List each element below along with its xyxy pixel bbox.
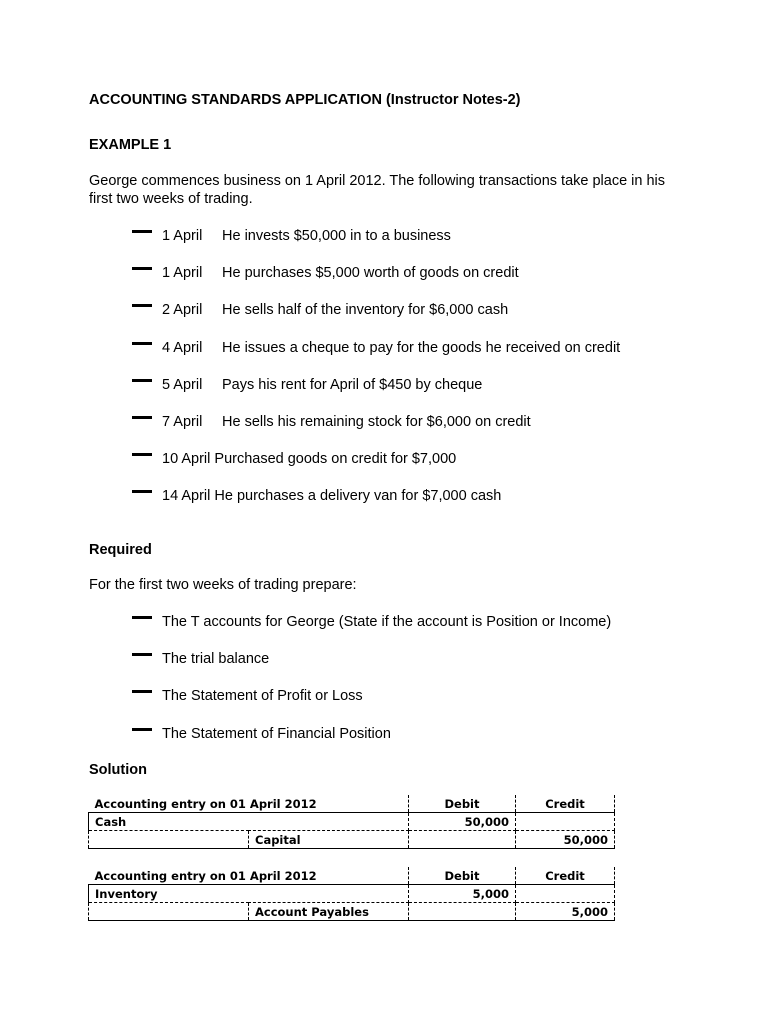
required-item-text: The trial balance <box>162 651 270 668</box>
table-header-row <box>89 867 615 885</box>
table-row <box>89 831 615 849</box>
transaction-text: He sells his remaining stock for $6,000 on credit <box>222 413 531 430</box>
transaction-date: 4 April <box>162 339 203 356</box>
debit-amount-empty <box>409 903 516 921</box>
dash-bullet-icon <box>132 616 152 619</box>
dash-bullet-icon <box>132 230 152 233</box>
entry-date-header: Accounting entry on 01 April 2012 <box>89 867 409 885</box>
table-row <box>89 813 615 831</box>
required-heading: Required <box>89 542 152 558</box>
debit-header: Debit <box>409 867 516 885</box>
dash-bullet-icon <box>132 690 152 693</box>
entry-date-header: Accounting entry on 01 April 2012 <box>89 795 409 813</box>
transaction-text: 14 April He purchases a delivery van for $7,000 cash <box>162 488 502 505</box>
transaction-date: 7 April <box>162 413 203 430</box>
debit-account: Inventory <box>89 885 409 903</box>
debit-amount-empty <box>409 831 516 849</box>
example-heading: EXAMPLE 1 <box>89 137 172 153</box>
dash-bullet-icon <box>132 342 152 345</box>
debit-amount: 5,000 <box>409 885 516 903</box>
table-row <box>89 885 615 903</box>
required-item-text: The T accounts for George (State if the account is Position or Income) <box>162 614 612 630</box>
credit-account: Account Payables <box>249 903 409 921</box>
journal-entry-table <box>88 867 615 921</box>
journal-entry-table <box>88 795 615 849</box>
dash-bullet-icon <box>132 453 152 456</box>
transaction-text: Pays his rent for April of $450 by cheque <box>222 376 483 393</box>
credit-amount-empty <box>516 885 615 903</box>
dash-bullet-icon <box>132 653 152 656</box>
credit-account: Capital <box>249 831 409 849</box>
solution-heading: Solution <box>89 762 147 778</box>
dash-bullet-icon <box>132 416 152 419</box>
transaction-text: He purchases $5,000 worth of goods on credit <box>222 265 519 282</box>
transaction-date: 5 April <box>162 376 203 393</box>
credit-amount: 50,000 <box>516 831 615 849</box>
indent-cell <box>89 831 249 849</box>
debit-amount: 50,000 <box>409 813 516 831</box>
document-title: ACCOUNTING STANDARDS APPLICATION (Instructor Notes-2) <box>89 92 521 108</box>
transaction-date: 1 April <box>162 265 203 282</box>
indent-cell <box>89 903 249 921</box>
transaction-date: 2 April <box>162 302 203 319</box>
debit-account: Cash <box>89 813 409 831</box>
required-item-text: The Statement of Financial Position <box>162 725 391 742</box>
table-header-row <box>89 795 615 813</box>
transaction-date: 1 April <box>162 228 203 244</box>
dash-bullet-icon <box>132 267 152 270</box>
dash-bullet-icon <box>132 490 152 493</box>
credit-amount: 5,000 <box>516 903 615 921</box>
credit-amount-empty <box>516 813 615 831</box>
transaction-text: He sells half of the inventory for $6,000 cash <box>222 302 509 319</box>
intro-paragraph: George commences business on 1 April 2012. The following transactions take place in his first two weeks of trading. <box>89 173 666 207</box>
transaction-text: 10 April Purchased goods on credit for $7,000 <box>162 451 457 468</box>
transaction-text: He issues a cheque to pay for the goods he received on credit <box>222 339 621 356</box>
transaction-text: He invests $50,000 in to a business <box>222 228 451 244</box>
table-row <box>89 903 615 921</box>
dash-bullet-icon <box>132 304 152 307</box>
dash-bullet-icon <box>132 379 152 382</box>
required-item-text: The Statement of Profit or Loss <box>162 688 363 705</box>
credit-header: Credit <box>516 795 615 813</box>
debit-header: Debit <box>409 795 516 813</box>
required-intro: For the first two weeks of trading prepare: <box>89 577 357 593</box>
credit-header: Credit <box>516 867 615 885</box>
dash-bullet-icon <box>132 728 152 731</box>
